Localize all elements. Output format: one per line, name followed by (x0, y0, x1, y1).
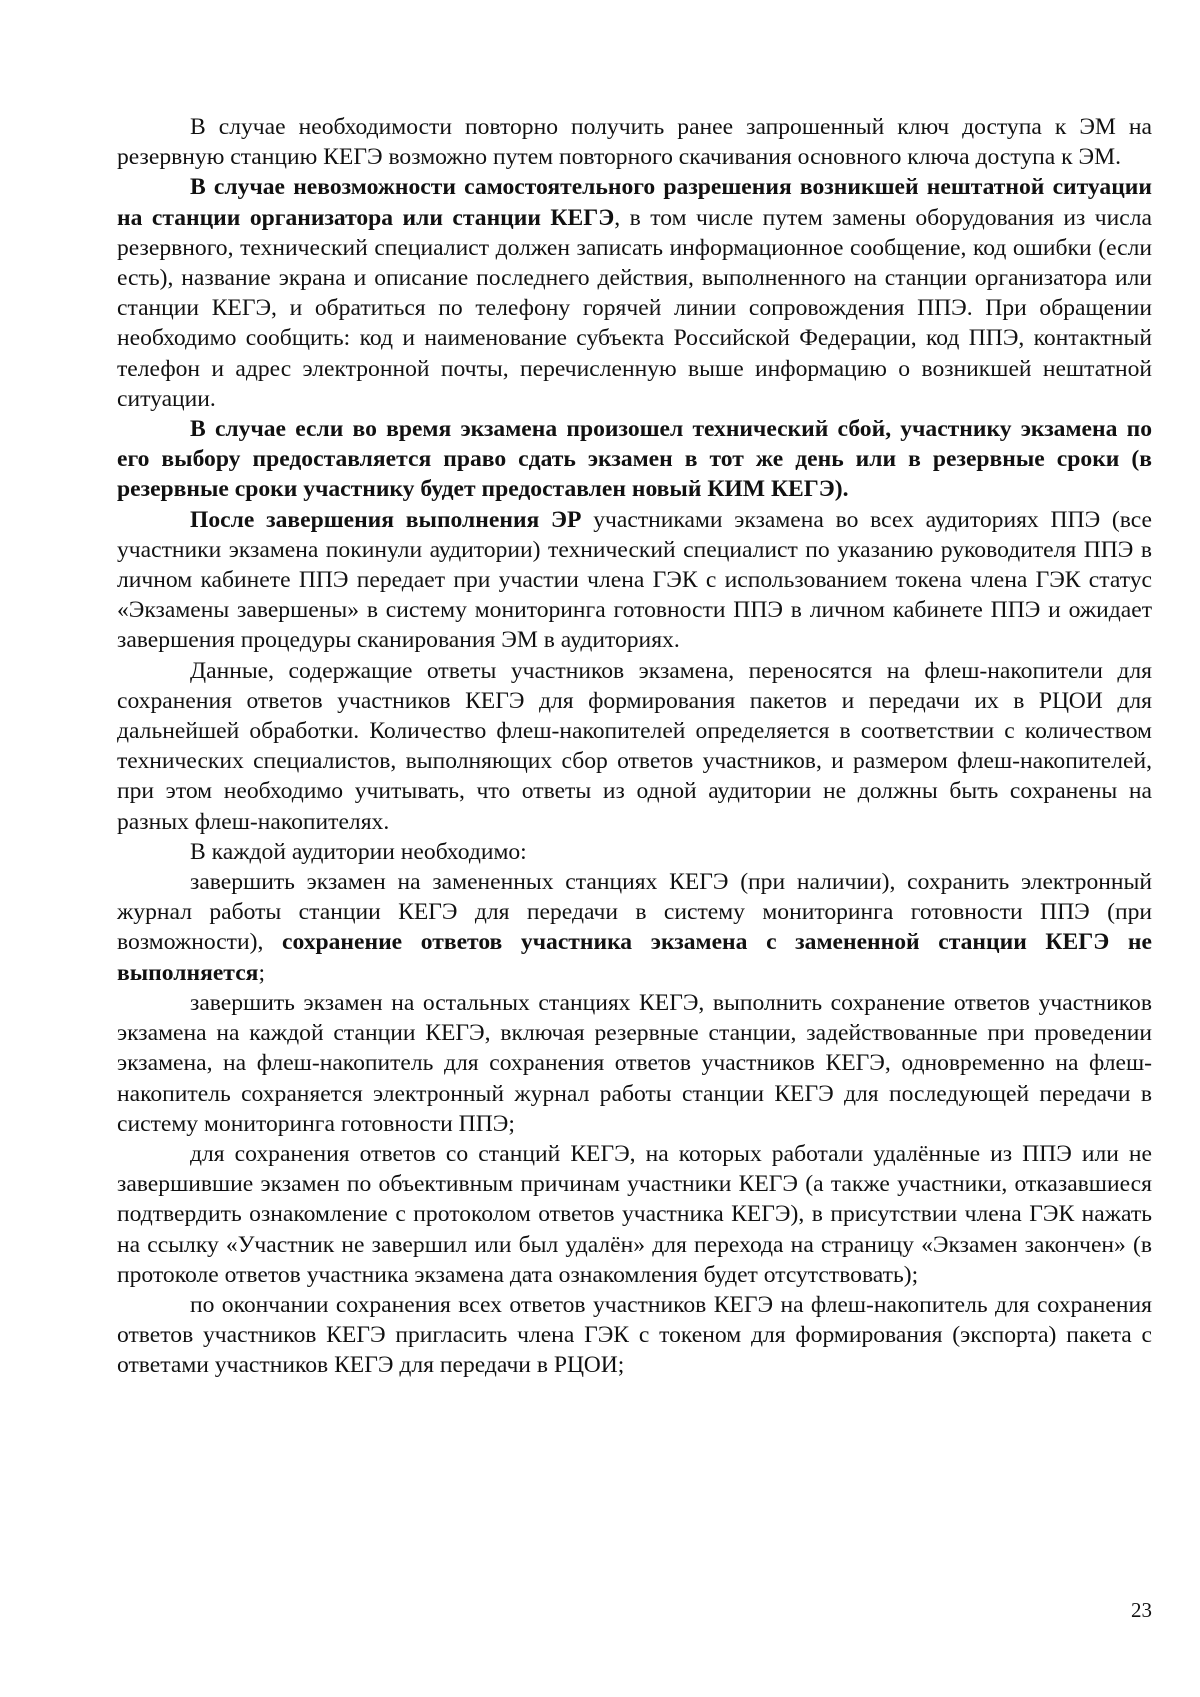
text-run: завершить экзамен на замененных станциях КЕГЭ (при наличии), сохранить электронный журнал работы станции КЕГЭ для передачи в систему мониторинга готовности ППЭ (при возможности), (117, 869, 1152, 956)
paragraph-each-room (117, 837, 1152, 867)
paragraph-after-exam (117, 505, 1152, 656)
document-page (117, 112, 1152, 1381)
paragraph-removed-participants (117, 1139, 1152, 1290)
text-run: В каждой аудитории необходимо: (190, 838, 527, 865)
paragraph-export-package (117, 1290, 1152, 1381)
text-run: ; (258, 959, 265, 986)
text-run-bold: После завершения выполнения ЭР (190, 506, 582, 533)
paragraph-replaced-stations (117, 867, 1152, 988)
paragraph-other-stations (117, 988, 1152, 1139)
paragraph-emergency-situation (117, 172, 1152, 414)
text-run: для сохранения ответов со станций КЕГЭ, на которых работали удалённые из ППЭ или не завершившие экзамен по объективным причинам участники КЕГЭ (а также участники, отказавшиеся подтвердить ознакомление с протоколом ответов участника КЕГЭ), в присутствии члена ГЭК нажать на ссылку «Участник не завершил или был удалён» для перехода на страницу «Экзамен закончен» (в протоколе ответов участника экзамена дата ознакомления будет отсутствовать); (117, 1140, 1152, 1288)
text-run: по окончании сохранения всех ответов участников КЕГЭ на флеш-накопитель для сохранения ответов участников КЕГЭ пригласить члена ГЭК с токеном для формирования (экспорта) пакета с ответами участников КЕГЭ для передачи в РЦОИ; (117, 1291, 1152, 1379)
text-run: , в том числе путем замены оборудования из числа резервного, технический специалист должен записать информационное сообщение, код ошибки (если есть), название экрана и описание последнего действия, выполненного на станции организатора или станции КЕГЭ, и обратиться по телефону горячей линии сопровождения ППЭ. При обращении необходимо сообщить: код и наименование субъекта Российской Федерации, код ППЭ, контактный телефон и адрес электронной почты, перечисленную выше информацию о возникшей нештатной ситуации. (117, 204, 1153, 412)
text-run-bold: сохранение ответов участника экзамена с замененной станции КЕГЭ не выполняется (117, 929, 1152, 986)
text-run: Данные, содержащие ответы участников экзамена, переносятся на флеш-накопители для сохранения ответов участников КЕГЭ для формирования пакетов и передачи их в РЦОИ для дальнейшей обработки. Количество флеш-накопителей определяется в соответствии с количеством технических специалистов, выполняющих сбор ответов участников, и размером флеш-накопителей, при этом необходимо учитывать, что ответы из одной аудитории не должны быть сохранены на разных флеш-накопителях. (117, 657, 1152, 835)
text-run-bold: В случае если во время экзамена произошел технический сбой, участнику экзамена по его выбору предоставляется право сдать экзамен в тот же день или в резервные сроки (в резервные сроки участнику будет предоставлен новый КИМ КЕГЭ). (117, 416, 1152, 503)
paragraph-reserve-key (117, 112, 1152, 172)
text-run-bold: В случае невозможности самостоятельного разрешения возникшей нештатной ситуации на станции организатора или станции КЕГЭ (117, 174, 1152, 231)
paragraph-flash-drives (117, 656, 1152, 837)
text-run: В случае необходимости повторно получить ранее запрошенный ключ доступа к ЭМ на резервную станцию КЕГЭ возможно путем повторного скачивания основного ключа доступа к ЭМ. (117, 114, 1152, 171)
page-number: 23 (1131, 1598, 1152, 1622)
text-run: завершить экзамен на остальных станциях КЕГЭ, выполнить сохранение ответов участников экзамена на каждой станции КЕГЭ, включая резервные станции, задействованные при проведении экзамена, на флеш-накопитель для сохранения ответов участников КЕГЭ, одновременно на флеш-накопитель сохраняется электронный журнал работы станции КЕГЭ для последующей передачи в систему мониторинга готовности ППЭ; (117, 989, 1152, 1137)
paragraph-technical-failure (117, 414, 1152, 505)
text-run: участниками экзамена во всех аудиториях ППЭ (все участники экзамена покинули аудитории) технический специалист по указанию руководителя ППЭ в личном кабинете ППЭ передает при участии члена ГЭК с использованием токена члена ГЭК статус «Экзамены завершены» в систему мониторинга готовности ППЭ в личном кабинете ППЭ и ожидает завершения процедуры сканирования ЭМ в аудиториях. (117, 506, 1152, 654)
